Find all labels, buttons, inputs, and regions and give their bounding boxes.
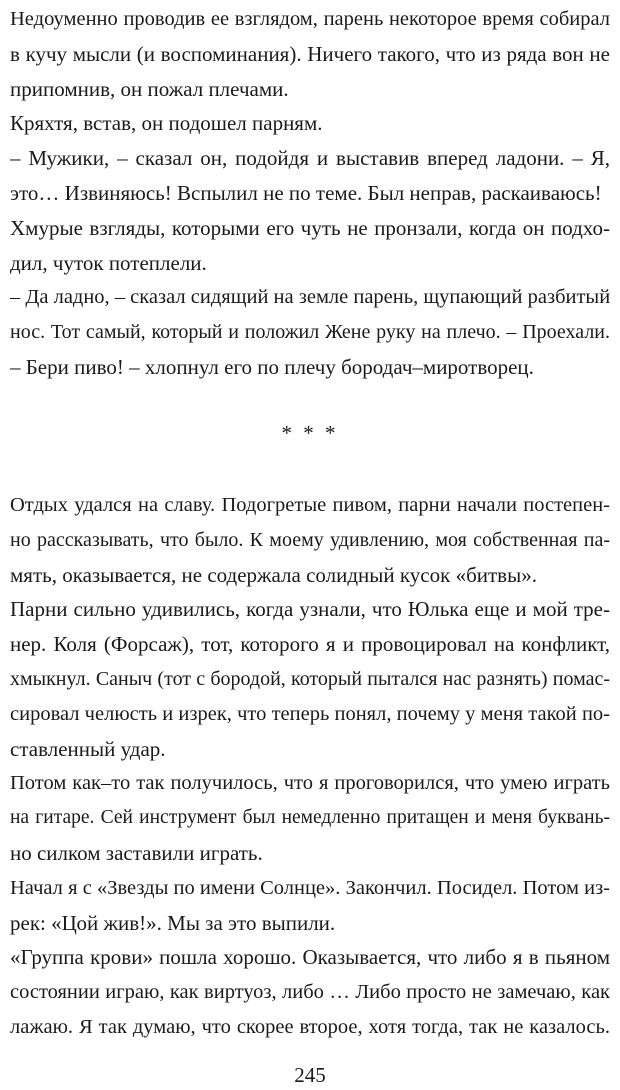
text-line: припомнив, он пожал плечами. xyxy=(10,76,289,101)
text-line: дил, чуток потеплели. xyxy=(10,250,207,275)
text-line: Кряхтя, встав, он подошел парням. xyxy=(10,111,323,136)
text-line: хмыкнул. Саныч (тот с бородой, который пытался нас разнять) помас- xyxy=(10,667,610,690)
text-line: нер. Коля (Форсаж), тот, которого я и провоцировал на конфликт, xyxy=(10,632,610,657)
text-line: рек: «Цой жив!». Мы за это выпили. xyxy=(10,910,336,935)
text-line: Хмурые взгляды, которыми его чуть не пронзали, когда он подхо- xyxy=(10,215,610,240)
page-number: 245 xyxy=(294,1063,326,1087)
text-line: «Группа крови» пошла хорошо. Оказывается, что либо я в пьяном xyxy=(10,945,610,970)
text-line: – Бери пиво! – хлопнул его по плечу бородач–миротворец. xyxy=(10,354,534,379)
text-line: Недоуменно проводив ее взглядом, парень некоторое время собирал xyxy=(10,8,610,30)
text-line: в кучу мысли (и воспоминания). Ничего такого, что из ряда вон не xyxy=(10,41,610,66)
text-line: Потом как–то так получилось, что я проговорился, что умею играть xyxy=(10,772,610,795)
text-block-2 xyxy=(10,488,610,1045)
text-line: Начал я с «Звезды по имени Солнце». Закончил. Посидел. Потом из- xyxy=(10,876,610,899)
text-line: нос. Тот самый, который и положил Жене руку на плечо. – Проехали. xyxy=(10,321,610,344)
section-separator: * * * xyxy=(281,421,339,445)
text-line: – Мужики, – сказал он, подойдя и выставив вперед ладони. – Я, xyxy=(10,146,610,171)
text-line: но рассказывать, что было. К моему удивлению, моя собственная па- xyxy=(10,528,610,551)
text-block-1 xyxy=(10,2,610,385)
text-line: но силком заставили играть. xyxy=(10,840,263,865)
text-line: состоянии играю, как виртуоз, либо … Либо просто не замечаю, как xyxy=(10,981,610,1004)
text-line: ставленный удар. xyxy=(10,736,166,761)
text-line: это… Извиняюсь! Вспылил не по теме. Был неправ, раскаиваюсь! xyxy=(10,180,602,205)
text-line: сировал челюсть и изрек, что теперь понял, почему у меня такой по- xyxy=(10,702,610,725)
text-line: на гитаре. Сей инструмент был немедленно притащен и меня буквань- xyxy=(10,807,610,829)
text-line: мять, оказывается, не содержала солидный кусок «битвы». xyxy=(10,562,537,587)
text-line: Отдых удался на славу. Подогретые пивом, парни начали постепен- xyxy=(10,494,610,516)
text-line: Парни сильно удивились, когда узнали, что Юлька еще и мой тре- xyxy=(10,597,610,622)
text-line: лажаю. Я так думаю, что скорее второе, хотя тогда, так не казалось. xyxy=(10,1015,610,1038)
text-line: – Да ладно, – сказал сидящий на земле парень, щупающий разбитый xyxy=(10,286,610,309)
